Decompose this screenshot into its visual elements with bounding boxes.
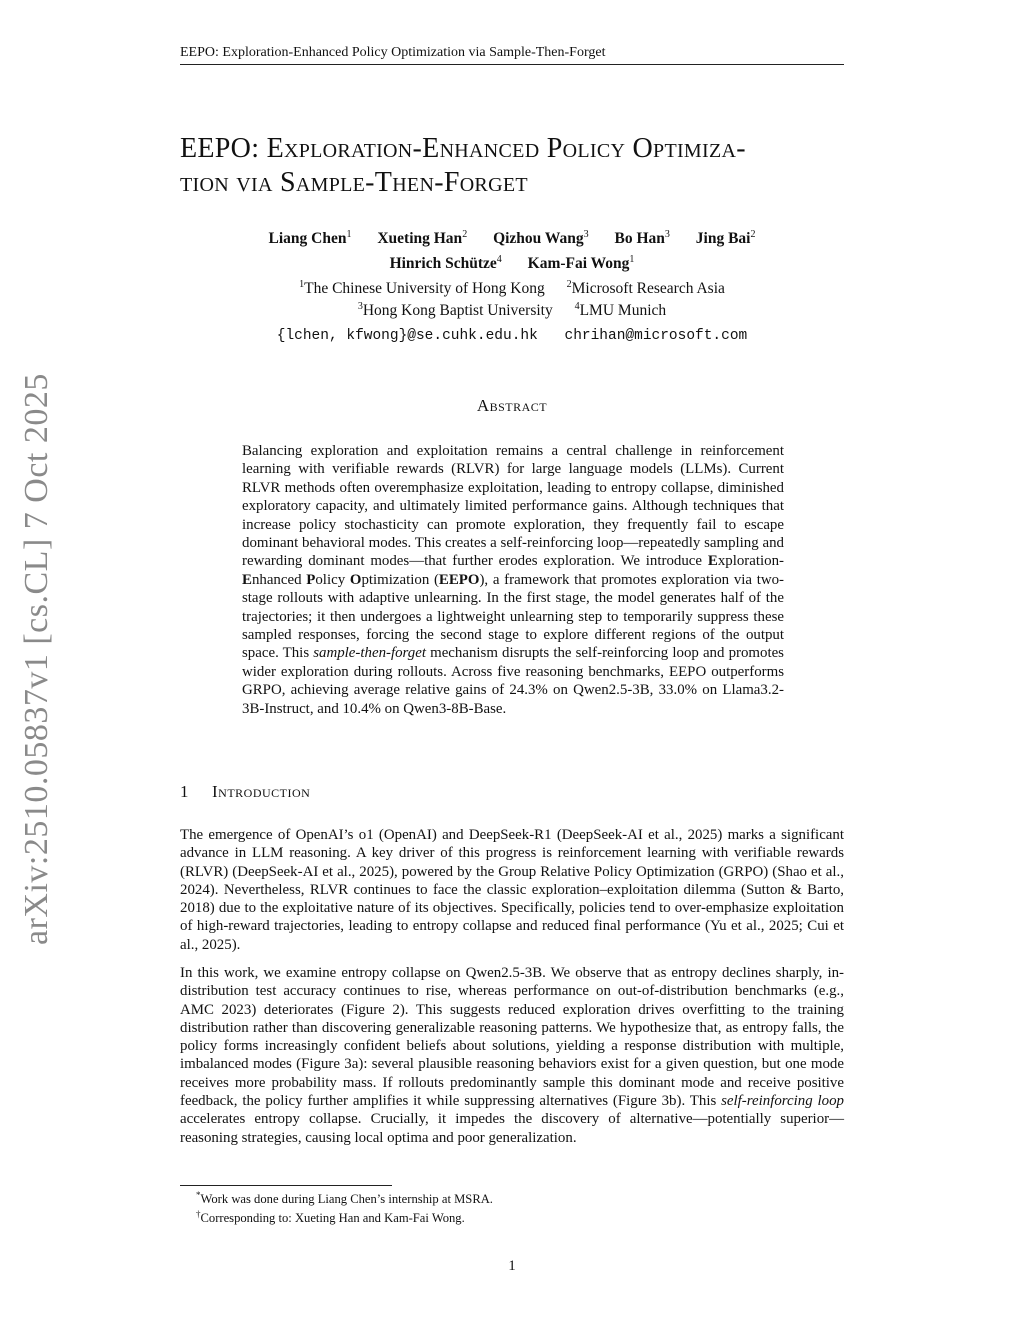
intro-paragraph-2: In this work, we examine entropy collapse on Qwen2.5-3B. We observe that as entropy declines sharply, in-distribution test accuracy continues to rise, whereas performance on out-of-distribution benchmarks (e.g., AMC 2023) deteriorates (Figure 2). This suggests reduced exploration drives overfitting to the training distribution rather than discovering generalizable reasoning patterns. We hypothesize that, as entropy falls, the policy forms increasingly confident beliefs about solutions, yielding a response distribution with multiple, imbalanced modes (Figure 3a): several plausible reasoning behaviors exist for a given question, but one mode receives more probability mass. If rollouts predominantly sample this dominant mode and receive positive feedback, the policy further amplifies it while suppressing alternatives (Figure 3b). This self-reinforcing loop accelerates entropy collapse. Crucially, it impedes the discovery of alternative—potentially superior—reasoning strategies, causing local optima and poor generalization.	[180, 965, 844, 1146]
running-header: EEPO: Exploration-Enhanced Policy Optimization via Sample-Then-Forget	[180, 45, 844, 65]
author-row-1	[180, 226, 844, 251]
arxiv-stamp: arXiv:2510.05837v1 [cs.CL] 7 Oct 2025	[18, 373, 55, 945]
footnote-divider	[180, 1185, 392, 1186]
section-number: 1	[180, 782, 189, 801]
author: Xueting Han$^2$	[377, 228, 468, 247]
affiliation: $^4$LMU Munich	[574, 300, 667, 319]
page-number: 1	[508, 1258, 516, 1274]
abstract-body: Balancing exploration and exploitation remains a central challenge in reinforcement learning with verifiable rewards (RLVR) for large language models (LLMs). Current RLVR methods often overemphasize exploitation, leading to entropy collapse, diminished exploratory capacity, and ultimately limited performance gains. Although techniques that increase policy stochasticity can promote exploration, they frequently fail to escape dominant behavioral modes. This creates a self-reinforcing loop—repeatedly sampling and rewarding dominant modes—that further erodes exploration. We introduce Exploration-Enhanced Policy Optimization (EEPO), a framework that promotes exploration via two-stage rollouts with adaptive unlearning. In the first stage, the model generates half of the trajectories; it then undergoes a lightweight unlearning step to temporarily suppress these sampled responses, forcing the second stage to explore different regions of the output space. This sample-then-forget mechanism disrupts the self-reinforcing loop and promotes wider exploration during rollouts. Across five reasoning benchmarks, EEPO outperforms GRPO, achieving average relative gains of 24.3% on Qwen2.5-3B, 33.0% on Llama3.2-3B-Instruct, and 10.4% on Qwen3-8B-Base.	[242, 443, 785, 717]
author: Bo Han$^3$	[614, 228, 670, 247]
author: Liang Chen$^1$	[268, 228, 352, 247]
author: Kam-Fai Wong$^1$	[527, 253, 635, 272]
contact-emails	[180, 328, 844, 344]
author: Jing Bai$^2$	[695, 228, 756, 247]
abstract-heading: Abstract	[476, 396, 548, 415]
email-link[interactable]: {lchen, kfwong}@se.cuhk.edu.hk	[276, 328, 538, 344]
affiliation: $^1$The Chinese University of Hong Kong	[299, 278, 545, 297]
footnotes	[196, 1190, 836, 1228]
intro-paragraph-1: The emergence of OpenAI’s o1 (OpenAI) and DeepSeek-R1 (DeepSeek-AI et al., 2025) marks a significant advance in LLM reasoning. A key driver of this progress is reinforcement learning with verifiable rewards (RLVR) (DeepSeek-AI et al., 2025), powered by the Group Relative Policy Optimization (GRPO) (Shao et al., 2024). Nevertheless, RLVR continues to face the classic exploration–exploitation dilemma (Sutton & Barto, 2018) due to the exploitative nature of its objectives. Specifically, policies tend to over-emphasize exploitation of high-reward trajectories, leading to entropy collapse and reduced final performance (Yu et al., 2025; Cui et al., 2025).	[180, 827, 844, 953]
paper-title	[180, 132, 860, 200]
affiliations	[180, 278, 844, 322]
affiliation: $^3$Hong Kong Baptist University	[357, 300, 553, 319]
title-line-2: tion via Sample-Then-Forget	[180, 167, 528, 198]
section-title: Introduction	[212, 782, 311, 801]
author-row-2	[180, 251, 844, 276]
section-heading	[180, 782, 844, 802]
title-line-1: EEPO: Exploration-Enhanced Policy Optimiza-	[180, 133, 746, 164]
affiliation: $^2$Microsoft Research Asia	[566, 278, 725, 297]
footnote: *Work was done during Liang Chen’s internship at MSRA.	[196, 1189, 493, 1206]
author-list	[180, 226, 844, 276]
footnote: †Corresponding to: Xueting Han and Kam-Fai Wong.	[196, 1208, 465, 1225]
email-link[interactable]: chrihan@microsoft.com	[564, 328, 748, 344]
author: Qizhou Wang$^3$	[493, 228, 589, 247]
author: Hinrich Schütze$^4$	[389, 253, 502, 272]
